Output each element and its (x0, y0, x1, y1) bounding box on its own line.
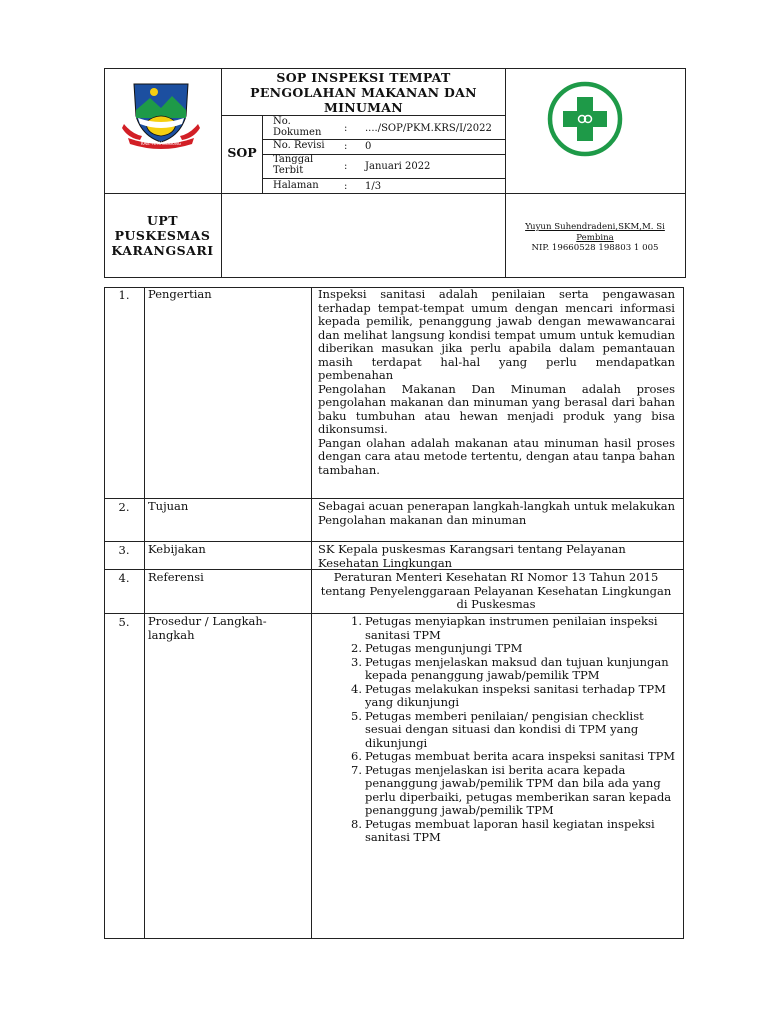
meta-value-no-revisi: 0 (365, 141, 372, 152)
procedure-step: 4. Petugas melakukan inspeksi sanitasi terhadap TPM yang dikunjungi (351, 681, 666, 709)
signer-role: Pembina (576, 232, 614, 243)
meta-label-no-dokumen: No. Dokumen (273, 116, 322, 138)
paragraph: Pengolahan Makanan Dan Minuman adalah proses pengolahan makanan dan minuman yang berasal dari bahan baku tumbuhan atau hewan menjadi produk yang bisa dikonsumsi. (318, 381, 675, 436)
procedure-step: 2. Petugas mengunjungi TPM (351, 641, 523, 655)
regency-logo (120, 80, 202, 150)
meta-label-no-revisi: No. Revisi (273, 140, 325, 151)
puskesmas-logo (547, 81, 623, 157)
row-label-tujuan: Tujuan (148, 499, 189, 513)
signer-nip: NIP. 19660528 198803 1 005 (531, 243, 659, 253)
signer-block (510, 222, 680, 254)
organization-name: UPT PUSKESMAS KARANGSARI (111, 213, 214, 258)
procedure-step: 5. Petugas memberi penilaian/ pengisian checklist sesuai dengan situasi dan kondisi di TPM yang dikunjungi (351, 708, 644, 750)
procedure-list (318, 615, 678, 845)
tujuan-content: Sebagai acuan penerapan langkah-langkah untuk melakukan Pengolahan makanan dan minuman (318, 499, 676, 527)
row-label-pengertian: Pengertian (148, 287, 212, 301)
procedure-step: 8. Petugas membuat laporan hasil kegiatan inspeksi sanitasi TPM (351, 816, 655, 844)
procedure-step: 3. Petugas menjelaskan maksud dan tujuan kunjungan kepada penanggung jawab/pemilik TPM (351, 654, 669, 682)
paragraph: Inspeksi sanitasi adalah penilaian serta pengawasan terhadap tempat-tempat umum dengan mencari informasi kepada pemilik, penanggung jawab dengan mewawancarai dan melihat langsung kondisi tempat umum untuk kemudian diberikan masukan jika perlu apabila dalam pemantauan masih terdapat hal-hal yang perlu mendapatkan pembenahan (318, 287, 675, 382)
row-label-prosedur: Prosedur / Langkah-langkah (148, 614, 267, 642)
procedure-step: 6. Petugas membuat berita acara inspeksi sanitasi TPM (351, 749, 676, 763)
row-number: 1. (118, 288, 130, 302)
meta-colon: : (344, 181, 348, 192)
row-label-kebijakan: Kebijakan (148, 542, 206, 556)
referensi-content: Peraturan Menteri Kesehatan RI Nomor 13 Tahun 2015 tentang Penyelenggaraan Pelayanan Kesehatan Lingkungan di Puskesmas (320, 570, 672, 611)
meta-colon: : (344, 123, 348, 134)
row-number: 5. (118, 615, 130, 629)
row-number: 2. (118, 500, 130, 514)
page-title: SOP INSPEKSI TEMPAT PENGOLAHAN MAKANAN DAN MINUMAN (250, 70, 477, 115)
meta-value-halaman: 1/3 (365, 181, 382, 192)
procedure-step: 7. Petugas menjelaskan isi berita acara kepada penanggung jawab/pemilik TPM dan bila ada yang perlu diperbaiki, petugas memberikan saran kepada penanggung jawab/pemilik TPM (351, 762, 672, 817)
row-number: 4. (118, 571, 130, 585)
meta-value-tanggal-terbit: Januari 2022 (365, 161, 431, 172)
paragraph: Pangan olahan adalah makanan atau minuman hasil proses dengan cara atau metode tertentu, dengan atau tanpa bahan tambahan. (318, 435, 675, 477)
pengertian-content (318, 288, 675, 477)
meta-label-tanggal-terbit: Tanggal Terbit (273, 154, 314, 176)
row-number: 3. (118, 543, 130, 557)
meta-colon: : (344, 141, 348, 152)
row-label-referensi: Referensi (148, 570, 204, 584)
signer-name: Yuyun Suhendradeni,SKM,M. Si (525, 222, 665, 232)
procedure-step: 1. Petugas menyiapkan instrumen penilaian inspeksi sanitasi TPM (351, 614, 658, 642)
kebijakan-content: SK Kepala puskesmas Karangsari tentang Pelayanan Kesehatan Lingkungan (318, 542, 626, 570)
meta-value-no-dokumen: ..../SOP/PKM.KRS/I/2022 (365, 123, 492, 134)
logo-banner-text: KAB. TEMANGGUNG (141, 141, 181, 146)
meta-label-halaman: Halaman (273, 180, 319, 191)
sop-label: SOP (227, 145, 257, 160)
meta-colon: : (344, 161, 348, 172)
